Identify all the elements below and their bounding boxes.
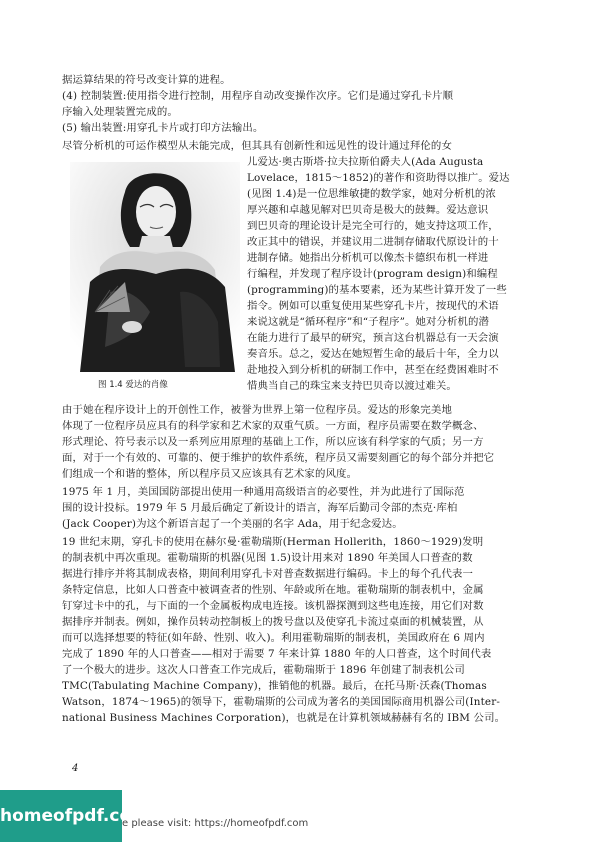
text-line: 指令。例如可以重复使用某些穿孔卡片，按现代的术语	[247, 300, 499, 312]
text-line: 尽管分析机的可运作模型从未能完成，但其具有创新性和远见性的设计通过拜伦的女	[62, 140, 452, 152]
text-line: 体现了一位程序员应具有的科学家和艺术家的双重气质。一方面，程序员需要在数学概念、	[62, 420, 484, 432]
text-line: 19 世纪末期，穿孔卡的使用在赫尔曼·霍勒瑞斯(Herman Hollerith，1860～1929)发明	[62, 536, 484, 548]
text-line: 了一个极大的进步。这次人口普查工作完成后，霍勒瑞斯于 1896 年创建了制表机公司	[62, 664, 465, 676]
text-line: (5) 输出装置:用穿孔卡片或打印方法输出。	[62, 122, 264, 134]
text-line: (4) 控制装置:使用指令进行控制，用程序自动改变操作次序。它们是通过穿孔卡片顺	[62, 90, 454, 102]
text-line: 形式理论、符号表示以及一系列应用原理的基础上工作，所以应该有科学家的气质；另一方	[62, 436, 484, 448]
text-line: 序输入处理装置完成的。	[62, 106, 178, 118]
text-line: 据进行排序并将其制成表格，期间利用穿孔卡对普查数据进行编码。卡上的每个孔代表一	[62, 568, 474, 580]
text-line: 据运算结果的符号改变计算的进程。	[62, 74, 231, 86]
text-line: TMC(Tabulating Machine Company)，推销他的机器。最后，在托马斯·沃森(Thomas	[62, 680, 487, 692]
text-line: 面，对于一个有效的、可靠的、便于维护的软件系统，程序员又需要刻画它的每个部分并把它	[62, 452, 495, 464]
text-line: 1975 年 1 月，美国国防部提出使用一种通用高级语言的必要性，并为此进行了国际范	[62, 486, 465, 498]
text-line: 条特定信息，比如人口普查中被调查者的性别、年龄或所在地。霍勒瑞斯的制表机中，金属	[62, 584, 484, 596]
text-line: 到巴贝奇的理论设计是完全可行的，她支持这项工作，	[247, 220, 499, 232]
text-line: 完成了 1890 年的人口普查——相对于需要 7 年来计算 1880 年的人口普查，这个时间代表	[62, 648, 492, 660]
watermark-logo-link[interactable]: homeofpdf.com	[0, 790, 122, 842]
text-line: 改正其中的错误，并建议用二进制存储取代原设计的十	[247, 236, 499, 248]
text-line: Watson，1874～1965)的领导下，霍勒瑞斯的公司成为著名的美国国际商用机器公司(Inter-	[62, 696, 500, 708]
text-line: national Business Machines Corporation)，也就是在计算机领域赫赫有名的 IBM 公司。	[62, 712, 506, 724]
text-line: 钉穿过卡中的孔，与下面的一个金属板构成电连接。该机器探测到这些电连接，用它们对数	[62, 600, 484, 612]
text-line: (programming)的基本要素，还为某些计算开发了一些	[247, 284, 507, 296]
text-line: (见图 1.4)是一位思维敏捷的数学家，她对分析机的浓	[247, 188, 496, 200]
text-line: 由于她在程序设计上的开创性工作，被誉为世界上第一位程序员。爱达的形象完美地	[62, 404, 452, 416]
text-line: 行编程，并发现了程序设计(program design)和编程	[247, 268, 498, 280]
text-line: 而可以选择想要的特征(如年龄、性别、收入)。利用霍勒瑞斯的制表机，美国政府在 6 周内	[62, 632, 485, 644]
figure-caption: 图 1.4 爱达的肖像	[98, 380, 168, 390]
text-line: 们组成一个和谐的整体，所以程序员又应该具有艺术家的风度。	[62, 468, 358, 480]
text-line: 据排序并制表。例如，操作员转动控制板上的拨号盘以及使穿孔卡流过桌面的机械装置，从	[62, 616, 484, 628]
text-line: 赴地投入到分析机的研制工作中，甚至在经费困难时不	[247, 364, 499, 376]
text-line: 奏音乐。总之，爱达在她短暂生命的最后十年，全力以	[247, 348, 499, 360]
text-line: 来说这就是“循环程序”和“子程序”。她对分析机的潜	[247, 316, 489, 328]
text-line: Lovelace，1815～1852)的著作和资助得以推广。爱达	[247, 172, 510, 184]
text-line: 厚兴趣和卓越见解对巴贝奇是极大的鼓舞。爱达意识	[247, 204, 489, 216]
ada-portrait-image	[70, 162, 240, 372]
text-line: (Jack Cooper)为这个新语言起了一个美丽的名字 Ada，用于纪念爱达。	[62, 518, 403, 530]
watermark-url-text: e please visit: https://homeofpdf.com	[122, 818, 309, 829]
page-number: 4	[72, 763, 79, 774]
text-line: 围的设计投标。1979 年 5 月最后确定了新设计的语言，海军后勤司令部的杰克·库柏	[62, 502, 458, 514]
text-line: 在能力进行了最早的研究，预言这台机器总有一天会演	[247, 332, 499, 344]
text-line: 惜典当自己的珠宝来支持巴贝奇以渡过难关。	[247, 380, 457, 392]
text-line: 进制存储。她指出分析机可以像杰卡德织布机一样进	[247, 252, 489, 264]
text-line: 的制表机中再次重现。霍勒瑞斯的机器(见图 1.5)设计用来对 1890 年美国人口普查的数	[62, 552, 473, 564]
text-line: 儿爱达·奥古斯塔·拉夫拉斯伯爵夫人(Ada Augusta	[247, 156, 484, 168]
